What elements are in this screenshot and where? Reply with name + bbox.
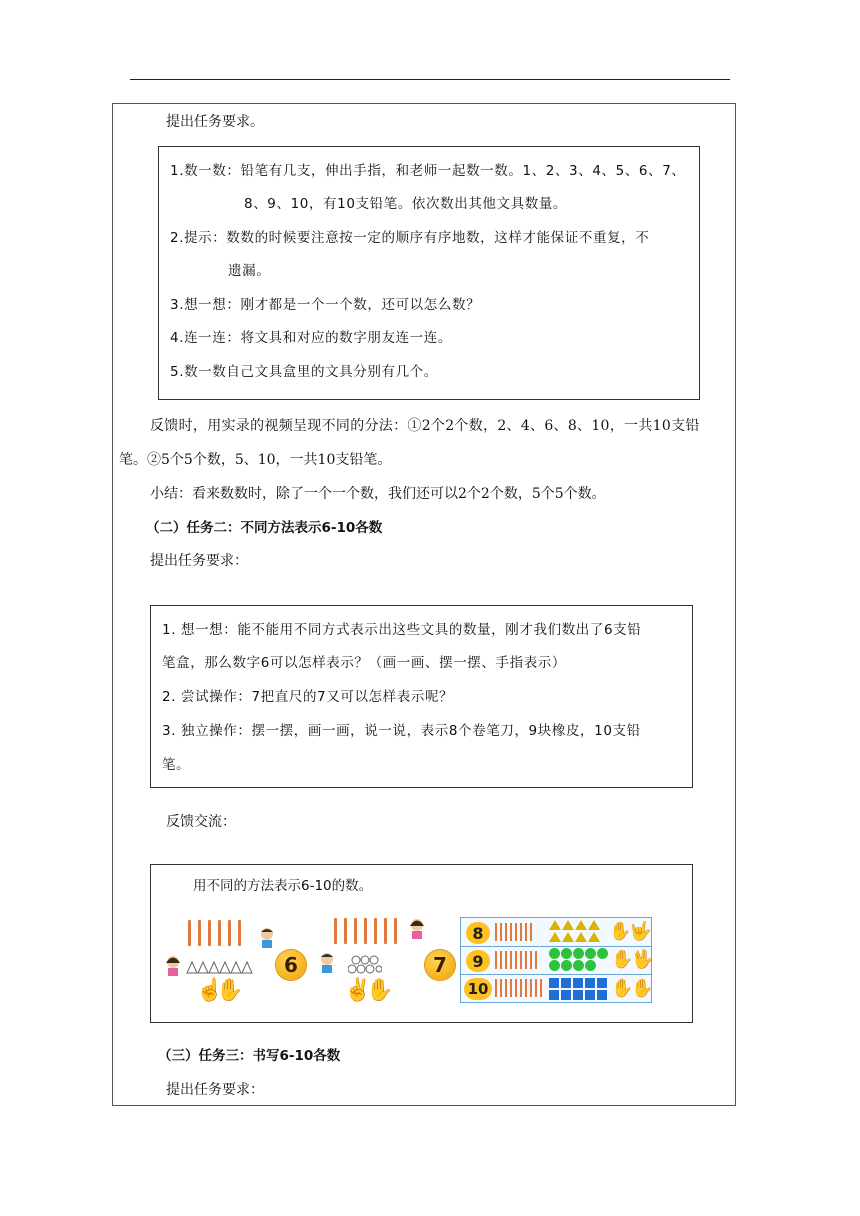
number-badge-7: 7 xyxy=(425,950,455,980)
hand-five-icon: ✋ xyxy=(366,978,394,1003)
counting-sticks-6 xyxy=(188,920,248,950)
requirement-item: 8、9、10，有10支铅笔。依次数出其他文具数量。 xyxy=(244,196,568,212)
number-badge-8: 8 xyxy=(466,922,490,944)
requirement-item: 2.提示：数数的时候要注意按一定的顺序有序地数，这样才能保证不重复，不 xyxy=(170,230,650,246)
hand-five-icon: ✋ xyxy=(216,978,244,1003)
requirement-item: 3. 独立操作：摆一摆，画一画，说一说，表示8个卷笔刀，9块橡皮，10支铅 xyxy=(162,723,641,739)
requirement-item: 1.数一数：铅笔有几支，伸出手指，和老师一起数一数。1、2、3、4、5、6、7、 xyxy=(170,163,686,179)
hand-five-icon: ✋ xyxy=(611,978,634,999)
requirement-item: 1. 想一想：能不能用不同方式表示出这些文具的数量，刚才我们数出了6支铅 xyxy=(162,622,642,638)
boy-icon xyxy=(256,927,278,949)
summary-text: 小结：看来数数时，除了一个一个数，我们还可以2个2个数，5个5个数。 xyxy=(150,486,606,502)
hand-five-icon: ✋ xyxy=(631,978,654,999)
hand-two-icon: ✌ xyxy=(344,978,372,1003)
requirement-item: 3.想一想：刚才都是一个一个数，还可以怎么数？ xyxy=(170,297,481,313)
number-badge-9: 9 xyxy=(466,950,490,972)
section-heading: （二）任务二：不同方法表示6-10各数 xyxy=(146,520,383,536)
number-badge-10: 10 xyxy=(464,978,492,1000)
task-intro: 提出任务要求： xyxy=(166,1082,264,1098)
boy-icon xyxy=(316,952,338,974)
feedback-label: 反馈交流： xyxy=(166,814,236,830)
triangles-6 xyxy=(186,960,254,974)
requirement-item: 遗漏。 xyxy=(228,263,271,279)
requirement-item: 2. 尝试操作：7把直尺的7又可以怎样表示呢？ xyxy=(162,689,454,705)
counting-sticks-7 xyxy=(334,918,404,948)
girl-icon xyxy=(406,918,428,940)
hand-eight-icon: ✋ xyxy=(609,921,632,942)
feedback-text: 反馈时，用实录的视频呈现不同的分法：①2个2个数，2、4、6、8、10，一共10支铅 xyxy=(150,418,700,434)
task-intro: 提出任务要求。 xyxy=(166,114,264,130)
task-intro: 提出任务要求： xyxy=(150,553,248,569)
figure-caption: 用不同的方法表示6-10的数。 xyxy=(193,878,373,894)
requirement-item: 5.数一数自己文具盒里的文具分别有几个。 xyxy=(170,364,438,380)
header-rule xyxy=(130,79,730,80)
requirement-item: 笔。 xyxy=(162,757,191,773)
hand-three-icon: 🤟 xyxy=(629,921,652,942)
section-heading: （三）任务三：书写6-10各数 xyxy=(158,1048,341,1064)
requirement-item: 笔盒，那么数字6可以怎样表示？（画一画、摆一摆、手指表示） xyxy=(162,655,566,671)
hand-five-icon: ✋ xyxy=(611,949,634,970)
requirement-item: 4.连一连：将文具和对应的数字朋友连一连。 xyxy=(170,330,452,346)
number-grid-8-10 xyxy=(460,917,652,1003)
feedback-text-cont: 笔。②5个5个数，5、10，一共10支铅笔。 xyxy=(119,452,392,468)
girl-icon xyxy=(162,955,184,977)
circles-7 xyxy=(348,954,382,976)
hand-four-icon: 🖖 xyxy=(631,949,654,970)
number-badge-6: 6 xyxy=(276,950,306,980)
hand-one-icon: ☝ xyxy=(196,978,224,1003)
